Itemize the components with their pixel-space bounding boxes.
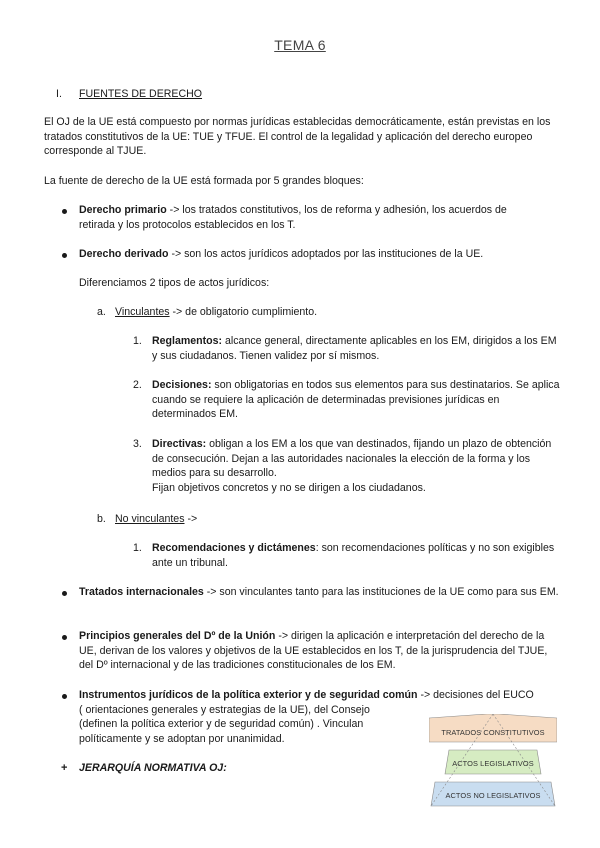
text: -> xyxy=(184,513,198,525)
item-directivas xyxy=(152,437,560,495)
bullet-dot xyxy=(62,253,67,258)
bullet-derecho-primario xyxy=(79,203,544,232)
item-vinculantes xyxy=(115,305,545,320)
bullet-derecho-derivado xyxy=(79,247,544,262)
text: : son recomendaciones políticas y no son exigibles ante un tribunal. xyxy=(152,542,555,569)
section-heading: FUENTES DE DERECHO xyxy=(79,88,203,100)
jerarquia-heading: JERARQUÍA NORMATIVA OJ: xyxy=(79,762,227,774)
text-line-2: ( orientaciones generales y estrategias de la UE), del Consejo xyxy=(79,703,370,716)
label: Vinculantes xyxy=(115,306,170,318)
text: alcance general, directamente aplicables en los EM, dirigidos a los EM y sus ciudadanos. Tienen validez por sí mismos. xyxy=(152,335,557,362)
item-recomendaciones xyxy=(152,541,560,570)
bullet-tratados-internacionales xyxy=(79,585,559,600)
section-numeral: I. xyxy=(56,88,62,100)
term: Derecho primario xyxy=(79,204,167,216)
page-title: TEMA 6 xyxy=(274,37,326,53)
hierarchy-pyramid xyxy=(429,714,557,814)
text: obligan a los EM a los que van destinados, fijando un plazo de obtención de consecución. Dejan a las autoridades nacionales la elección de la forma y los medios para su desarrollo. xyxy=(152,438,552,480)
diferenciamos-text: Diferenciamos 2 tipos de actos jurídicos: xyxy=(79,277,270,289)
intro-paragraph: El OJ de la UE está compuesto por normas jurídicas establecidas democráticamente, están previstas en los tratados constitutivos de la UE: TUE y TFUE. El control de la legalidad y aplicación del derecho europeo corresponde al TJUE. xyxy=(44,116,551,158)
item-no-vinculantes xyxy=(115,512,545,527)
term: Decisiones: xyxy=(152,379,212,391)
term: Directivas: xyxy=(152,438,207,450)
pyramid-label-middle: ACTOS LEGISLATIVOS xyxy=(452,759,534,768)
bullet-dot xyxy=(62,635,67,640)
text: -> de obligatorio cumplimiento. xyxy=(169,306,318,318)
text-line-4: políticamente y se adoptan por unanimidad. xyxy=(79,732,285,745)
pyramid-label-top: TRATADOS CONSTITUTIVOS xyxy=(441,728,545,737)
term: Principios generales del Dº de la Unión xyxy=(79,630,276,642)
list-marker-b: b. xyxy=(97,513,106,525)
extra: Fijan objetivos concretos y no se dirigen a los ciudadanos. xyxy=(152,481,426,494)
list-marker-a: a. xyxy=(97,306,106,318)
label: No vinculantes xyxy=(115,513,185,525)
text: -> dirigen la aplicación e interpretación del derecho de la UE, derivan de los valores y objetivos de la UE establecidos en los T, de la jurisprudencia del TJUE, del Dº internacional y de las tradiciones constitucionales de los EM. xyxy=(79,630,548,672)
bullet-dot xyxy=(62,591,67,596)
plus-marker: + xyxy=(61,762,68,774)
term: Derecho derivado xyxy=(79,248,169,260)
item-decisiones xyxy=(152,378,560,422)
list-marker-3: 3. xyxy=(133,438,142,450)
text-line-3: (definen la política exterior y de seguridad común) . Vinculan xyxy=(79,718,364,731)
text: -> los tratados constitutivos, los de reforma y adhesión, los acuerdos de retirada y los protocolos establecidos en los T. xyxy=(79,204,507,231)
list-marker-1: 1. xyxy=(133,542,142,554)
item-reglamentos xyxy=(152,334,560,363)
bullet-dot xyxy=(62,694,67,699)
text: -> son los actos jurídicos adoptados por las instituciones de la UE. xyxy=(168,248,484,260)
text: son obligatorias en todos sus elementos para sus destinatarios. Se aplica cuando se requiere la aplicación de determinadas previsiones jurídicas en determinados EM. xyxy=(152,379,560,421)
bullet-dot xyxy=(62,209,67,214)
term: Instrumentos jurídicos de la política exterior y de seguridad común xyxy=(79,689,418,701)
list-marker-1: 1. xyxy=(133,335,142,347)
list-marker-2: 2. xyxy=(133,379,142,391)
text: -> son vinculantes tanto para las instituciones de la UE como para sus EM. xyxy=(203,586,559,598)
bullet-principios-generales xyxy=(79,629,559,673)
term: Tratados internacionales xyxy=(79,586,204,598)
text-line-1: -> decisiones del EUCO xyxy=(417,689,534,701)
term: Reglamentos: xyxy=(152,335,223,347)
pyramid-label-bottom: ACTOS NO LEGISLATIVOS xyxy=(445,791,541,800)
intro-blocks-sentence: La fuente de derecho de la UE está formada por 5 grandes bloques: xyxy=(44,175,364,187)
term: Recomendaciones y dictámenes xyxy=(152,542,316,554)
